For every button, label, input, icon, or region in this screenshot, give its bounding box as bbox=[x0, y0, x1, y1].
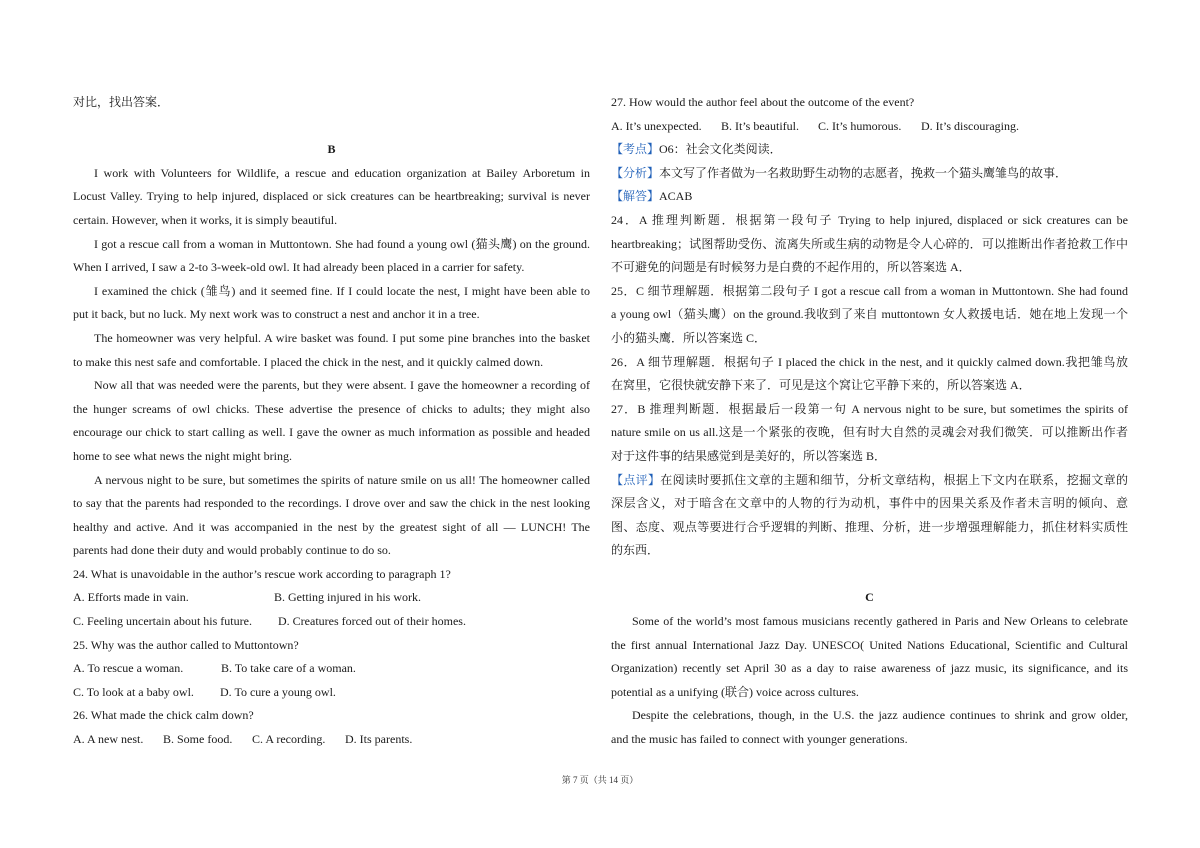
answer-26-line: 在窝里，它很快就安静下来了．可见是这个窝让它平静下来的，所以答案选 A． bbox=[611, 378, 1031, 393]
answer-27-line: 27．B 推理判断题．根据最后一段第一句 A nervous night to be sure, but sometimes the spirits of bbox=[611, 401, 1128, 416]
dianping-line: 深层含义，对于暗含在文章中的人物的行为动机，事件中的因果关系及作者未言明的倾向、意 bbox=[611, 496, 1128, 511]
passage-b-line: healthy and active. And it was accompanied in the nest by the greatest sight of all — LUNCH! The bbox=[73, 519, 590, 534]
jieda-tag: 【解答】 bbox=[611, 189, 660, 204]
option-a: A. A new nest. bbox=[73, 732, 144, 747]
question-24-options bbox=[73, 586, 590, 610]
option-c: C. To look at a baby owl. bbox=[73, 684, 194, 699]
question-27: 27. How would the author feel about the outcome of the event? bbox=[611, 95, 915, 109]
answer-26-line: 26．A 细节理解题．根据句子 I placed the chick in the nest, and it quickly calmed down.我把雏鸟放 bbox=[611, 354, 1128, 369]
dianping-line: 的东西． bbox=[611, 543, 660, 558]
question-25: 25. Why was the author called to Muttontown? bbox=[73, 637, 299, 652]
answer-25-line: 小的猫头鹰．所以答案选 C． bbox=[611, 330, 767, 345]
question-25-options bbox=[73, 657, 590, 681]
passage-b-line: Locust Valley. Trying to help injured, displaced or sick creatures can be heartbreaking; survival is never bbox=[73, 189, 590, 204]
passage-c-line: Some of the world’s most famous musicians recently gathered in Paris and New Orleans to celebrate bbox=[632, 614, 1128, 629]
option-a: A. Efforts made in vain. bbox=[73, 590, 189, 605]
jieda-line bbox=[611, 185, 1128, 209]
option-a: A. To rescue a woman. bbox=[73, 661, 184, 676]
passage-c-line: Organization) recently set April 30 as a day to raise awareness of jazz music, its significance, and its bbox=[611, 661, 1128, 676]
passage-b-line: I got a rescue call from a woman in Muttontown. She had found a young owl (猫头鹰) on the ground. bbox=[94, 236, 590, 251]
option-d: D. It’s discouraging. bbox=[921, 118, 1019, 133]
option-c: C. Feeling uncertain about his future. bbox=[73, 614, 252, 629]
passage-c-line: and the music has failed to connect with younger generations. bbox=[611, 732, 908, 747]
dianping-line bbox=[611, 469, 1128, 493]
page-footer: 第 7 页（共 14 页） bbox=[561, 775, 639, 785]
option-c: C. A recording. bbox=[252, 732, 326, 747]
passage-b-line: A nervous night to be sure, but sometimes the spirits of nature smile on us all! The homeowner called bbox=[94, 472, 590, 487]
answer-24-line: 不可避免的问题是有时候努力是白费的不起作用的，所以答案选 A． bbox=[611, 260, 971, 275]
answer-27-line: 对于这件事的结果感觉到是美好的，所以答案选 B． bbox=[611, 448, 887, 463]
passage-c-line: the first annual International Jazz Day. UNESCO( United Nations Educational, Scientific and Cultural bbox=[611, 637, 1128, 652]
passage-b-line: I examined the chick (雏鸟) and it seemed fine. If I could locate the nest, I might have been able to bbox=[94, 283, 590, 298]
option-d: D. Its parents. bbox=[345, 732, 413, 747]
answer-24-line: heartbreaking；试图帮助受伤、流离失所或生病的动物是令人心碎的．可以推断出作者抢救工作中 bbox=[611, 236, 1128, 251]
section-heading-b: B bbox=[327, 142, 336, 157]
dianping-tag: 【点评】 bbox=[611, 472, 661, 487]
passage-b-line: The homeowner was very helpful. A wire basket was found. I put some pine branches into the basket bbox=[94, 330, 590, 345]
text-line: 对比，找出答案． bbox=[73, 95, 170, 109]
answer-24-line: 24．A 推理判断题．根据第一段句子 Trying to help injured, displaced or sick creatures can be bbox=[611, 212, 1128, 227]
passage-b-line: Now all that was needed were the parents, but they were absent. I gave the homeowner a recording of bbox=[94, 378, 590, 393]
jieda-text: ACAB bbox=[659, 189, 693, 204]
passage-b-line: I work with Volunteers for Wildlife, a rescue and education organization at Bailey Arboretum in bbox=[94, 165, 590, 180]
option-b: B. Getting injured in his work. bbox=[274, 590, 421, 605]
question-26: 26. What made the chick calm down? bbox=[73, 708, 254, 723]
option-b: B. To take care of a woman. bbox=[221, 661, 356, 676]
right-column bbox=[611, 91, 1128, 752]
answer-27-line: nature smile on us all.这是一个紧张的夜晚，但有时大自然的灵魂会对我们微笑．可以推断出作者 bbox=[611, 425, 1128, 440]
left-column bbox=[73, 91, 590, 752]
passage-b-line: put it back, but no luck. My next work was to construct a nest and anchor it in a tree. bbox=[73, 307, 480, 322]
passage-b-line: When I arrived, I saw a 2-to 3-week-old owl. It had already been placed in a carrier for safety. bbox=[73, 260, 525, 275]
answer-25-line: 25．C 细节理解题．根据第二段句子 I got a rescue call from a woman in Muttontown. She had found bbox=[611, 283, 1128, 298]
passage-b-line: to make this nest safe and comfortable. I placed the chick in the nest, and it quickly calmed down. bbox=[73, 354, 544, 369]
option-d: D. Creatures forced out of their homes. bbox=[278, 614, 466, 629]
answer-25-line: a young owl（猫头鹰）on the ground.我收到了来自 muttontown 女人救援电话．她在地上发现一个 bbox=[611, 307, 1128, 322]
fenxi-text: 本文写了作者做为一名救助野生动物的志愿者，挽救一个猫头鹰雏鸟的故事． bbox=[659, 165, 1068, 180]
question-26-options bbox=[73, 728, 590, 752]
question-24: 24. What is unavoidable in the author’s rescue work according to paragraph 1? bbox=[73, 566, 451, 581]
option-d: D. To cure a young owl. bbox=[220, 684, 336, 699]
passage-b-line: home to see what news the night might bring. bbox=[73, 448, 292, 463]
passage-b-line: parents had done their duty and would probably continue to do so. bbox=[73, 543, 391, 558]
fenxi-line bbox=[611, 162, 1128, 186]
passage-b-line: the hunger screams of owl chicks. These advertise the presence of chicks to adults; they might also bbox=[73, 401, 590, 416]
dianping-line: 图、态度、观点等要进行合乎逻辑的判断、推理、分析，进一步增强理解能力，抓住材料实质性 bbox=[611, 519, 1128, 534]
passage-c-line: Despite the celebrations, though, in the U.S. the jazz audience continues to shrink and grow older, bbox=[632, 708, 1128, 723]
kaodian-text: O6：社会文化类阅读． bbox=[659, 142, 782, 157]
question-24-options bbox=[73, 610, 590, 634]
kaodian-line bbox=[611, 138, 1128, 162]
question-25-options bbox=[73, 681, 590, 705]
passage-b-line: certain. However, when it works, it is simply beautiful. bbox=[73, 212, 338, 227]
fenxi-tag: 【分析】 bbox=[611, 165, 660, 180]
passage-c-line: potential as a unifying (联合) voice across cultures. bbox=[611, 684, 859, 699]
question-27-options bbox=[611, 115, 1128, 139]
dianping-text: 在阅读时要抓住文章的主题和细节，分析文章结构，根据上下文内在联系，挖掘文章的 bbox=[660, 472, 1128, 487]
option-b: B. It’s beautiful. bbox=[721, 118, 799, 133]
passage-b-line: encourage our chick to start calling as well. I gave the owner as much information as possible and headed bbox=[73, 425, 590, 440]
passage-b-line: to say that the parents had responded to the recordings. I drove over and saw the chick in the nest looking bbox=[73, 496, 590, 511]
option-c: C. It’s humorous. bbox=[818, 118, 902, 133]
kaodian-tag: 【考点】 bbox=[611, 142, 660, 157]
option-a: A. It’s unexpected. bbox=[611, 118, 702, 133]
option-b: B. Some food. bbox=[163, 732, 233, 747]
section-heading-c: C bbox=[865, 590, 874, 605]
